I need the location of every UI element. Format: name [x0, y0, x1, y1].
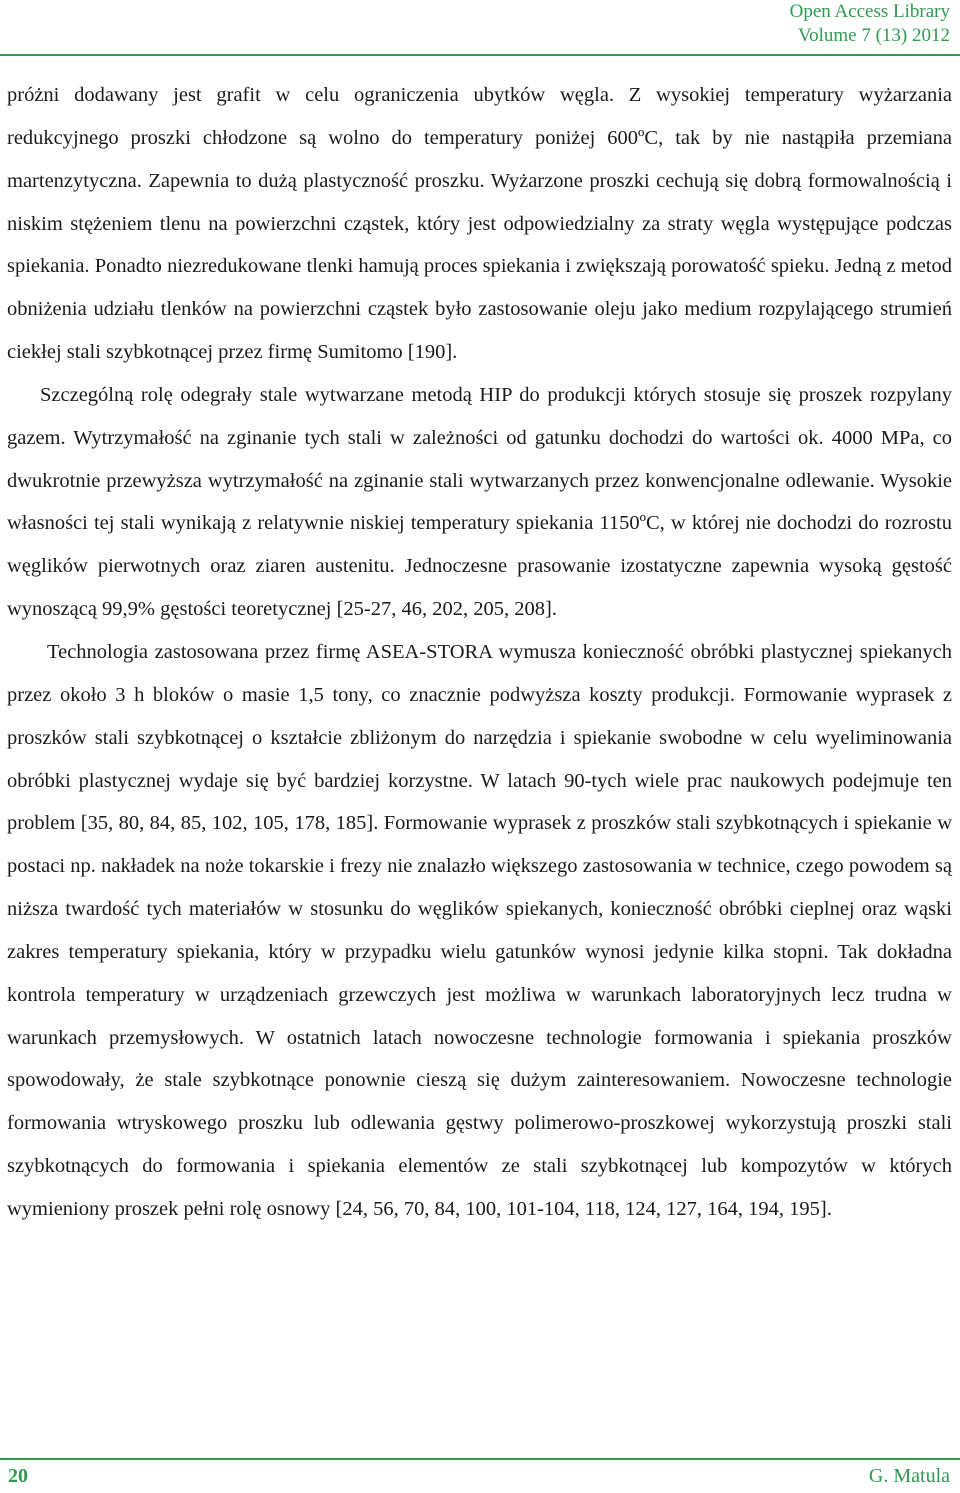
paragraph-1: próżni dodawany jest grafit w celu ograniczenia ubytków węgla. Z wysokiej temperatury wyżarzania redukcyjnego proszki chłodzone są wolno do temperatury poniżej 600ºC, tak by nie nastąpiła przemiana martenzytyczna. Zapewnia to dużą plastyczność proszku. Wyżarzone proszki cechują się dobrą formowalnością i niskim stężeniem tlenu na powierzchni cząstek, który jest odpowiedzialny za straty węgla występujące podczas spiekania. Ponadto niezredukowane tlenki hamują proces spiekania i zwiększają porowatość spieku. Jedną z metod obniżenia udziału tlenków na powierzchni cząstek było zastosowanie oleju jako medium rozpylającego strumień ciekłej stali szybkotnącej przez firmę Sumitomo [190]. [7, 84, 952, 364]
body-text [7, 74, 952, 1231]
paragraph-2: Szczególną rolę odegrały stale wytwarzane metodą HIP do produkcji których stosuje się proszek rozpylany gazem. Wytrzymałość na zginanie tych stali w zależności od gatunku dochodzi do wartości ok. 4000 MPa, co dwukrotnie przewyższa wytrzymałość na zginanie stali wytwarzanych przez konwencjonalne odlewanie. Wysokie własności tej stali wynikają z relatywnie niskiej temperatury spiekania 1150ºC, w której nie dochodzi do rozrostu węglików pierwotnych oraz ziaren austenitu. Jednoczesne prasowanie izostatyczne zapewnia wysoką gęstość wynoszącą 99,9% gęstości teoretycznej [25-27, 46, 202, 205, 208]. [7, 383, 952, 621]
volume-info: Volume 7 (13) 2012 [797, 25, 950, 46]
header-divider [0, 54, 960, 56]
page-number: 20 [8, 1465, 28, 1487]
running-header [790, 0, 950, 48]
footer-divider [0, 1458, 960, 1460]
paragraph-3: Technologia zastosowana przez firmę ASEA-STORA wymusza konieczność obróbki plastycznej spiekanych przez około 3 h bloków o masie 1,5 tony, co znacznie podwyższa koszty produkcji. Formowanie wyprasek z proszków stali szybkotnącej o kształcie zbliżonym do narzędzia i spiekanie swobodne w celu wyeliminowania obróbki plastycznej wydaje się być bardziej korzystne. W latach 90-tych wiele prac naukowych podejmuje ten problem [35, 80, 84, 85, 102, 105, 178, 185]. Formowanie wyprasek z proszków stali szybkotnących i spiekanie w postaci np. nakładek na noże tokarskie i frezy nie znalazło większego zastosowania w technice, czego powodem są niższa twardość tych materiałów w stosunku do węglików spiekanych, konieczność obróbki cieplnej oraz wąski zakres temperatury spiekania, który w przypadku wielu gatunków wynosi jedynie kilka stopni. Tak dokładna kontrola temperatury w urządzeniach grzewczych jest możliwa w warunkach laboratoryjnych lecz trudna w warunkach przemysłowych. W ostatnich latach nowoczesne technologie formowania i spiekania proszków spowodowały, że stale szybkotnące ponownie cieszą się dużym zainteresowaniem. Nowoczesne technologie formowania wtryskowego proszku lub odlewania gęstwy polimerowo-proszkowej wykorzystują proszki stali szybkotnących do formowania i spiekania elementów ze stali szybkotnącej lub kompozytów w których wymieniony proszek pełni rolę osnowy [24, 56, 70, 84, 100, 101-104, 118, 124, 127, 164, 194, 195]. [7, 640, 952, 1220]
author-name: G. Matula [868, 1465, 950, 1487]
journal-title: Open Access Library [789, 1, 950, 22]
